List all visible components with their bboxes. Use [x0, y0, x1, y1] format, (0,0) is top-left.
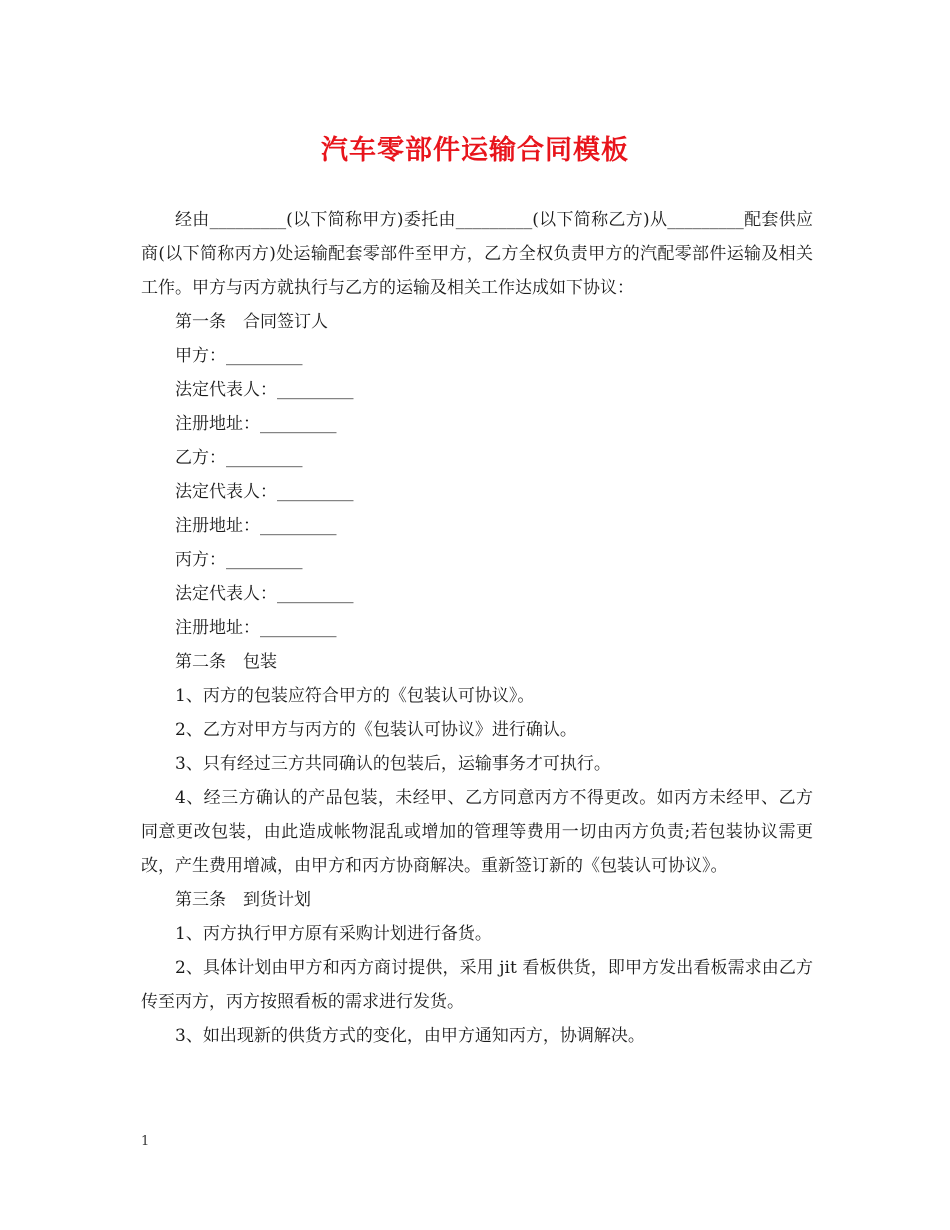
party-a-representative-line: 法定代表人：_________ — [175, 380, 354, 400]
party-c-address-line: 注册地址：_________ — [175, 618, 337, 638]
article-3-clause-1: 1、丙方执行甲方原有采购计划进行备货。 — [175, 924, 492, 944]
document-title: 汽车零部件运输合同模板 — [321, 135, 629, 166]
article-2-clause-3: 3、只有经过三方共同确认的包装后，运输事务才可执行。 — [175, 754, 611, 774]
party-b-address-line: 注册地址：_________ — [175, 516, 337, 536]
article-1-heading: 第一条 合同签订人 — [175, 312, 328, 332]
party-b-line: 乙方：_________ — [175, 448, 303, 468]
article-2-clause-4: 4、经三方确认的产品包装，未经甲、乙方同意丙方不得更改。如丙方未经甲、乙方同意更改包装，由此造成帐物混乱或增加的管理等费用一切由丙方负责;若包装协议需更改，产生费用增减，由甲方和丙方协商解决。重新签订新的《包装认可协议》。 — [141, 788, 813, 876]
party-a-line: 甲方：_________ — [175, 346, 303, 366]
party-c-representative-line: 法定代表人：_________ — [175, 584, 354, 604]
page-number: 1 — [141, 1134, 150, 1149]
article-3-clause-3: 3、如出现新的供货方式的变化，由甲方通知丙方，协调解决。 — [175, 1026, 645, 1046]
party-b-representative-line: 法定代表人：_________ — [175, 482, 354, 502]
intro-paragraph: 经由_________(以下简称甲方)委托由_________(以下简称乙方)从_________配套供应商(以下简称丙方)处运输配套零部件至甲方，乙方全权负责甲方的汽配零部件运输及相关工作。甲方与丙方就执行与乙方的运输及相关工作达成如下协议： — [141, 210, 813, 298]
document-body — [141, 203, 813, 1053]
article-3-heading: 第三条 到货计划 — [175, 890, 311, 910]
party-a-address-line: 注册地址：_________ — [175, 414, 337, 434]
party-c-line: 丙方：_________ — [175, 550, 303, 570]
article-2-clause-2: 2、乙方对甲方与丙方的《包装认可协议》进行确认。 — [175, 720, 577, 740]
article-2-clause-1: 1、丙方的包装应符合甲方的《包装认可协议》。 — [175, 686, 535, 706]
article-3-clause-2: 2、具体计划由甲方和丙方商讨提供，采用 jit 看板供货，即甲方发出看板需求由乙方传至丙方，丙方按照看板的需求进行发货。 — [141, 958, 813, 1012]
article-2-heading: 第二条 包装 — [175, 652, 277, 672]
